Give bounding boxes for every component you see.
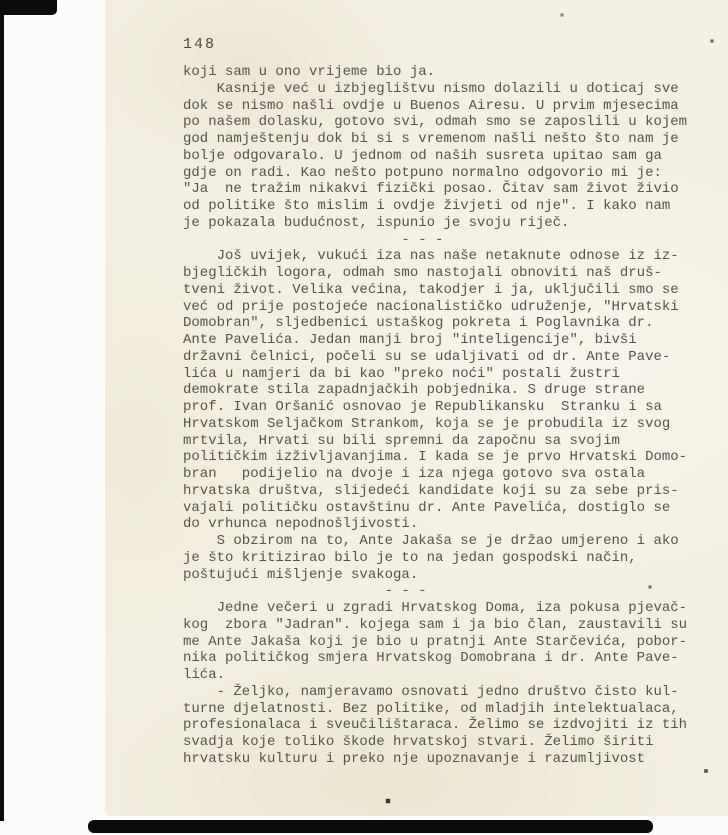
text-line: Domobran", sljedbenici ustaškog pokreta i Poglavnika dr. xyxy=(183,315,654,332)
text-line: od politike što mislim i ovdje živjeti od nje". I kako nam xyxy=(183,198,671,214)
text-line: već od prije postojeće nacionalističko udruženje, "Hrvatski xyxy=(183,298,679,315)
text-line: god namještenju dok bi si s vremenom našli nešto što nam je xyxy=(183,131,679,147)
text-line: političkim izživljavanjima. I kada se je prvo Hrvatski Domo- xyxy=(183,449,688,466)
text-line: bran podijelio na dvoje i iza njega gotovo sva ostala xyxy=(183,466,646,482)
text-line: Ante Pavelića. Jedan manji broj "inteligencije", bivši xyxy=(183,332,637,348)
scan-artifact-left-edge xyxy=(0,0,4,821)
text-line: mrtvila, Hrvati su bili spremni da započnu sa svojim xyxy=(183,432,620,449)
text-line: tveni život. Velika većina, takodjer i ja, uključili smo se xyxy=(183,281,679,298)
text-line: nika političkog smjera Hrvatskog Domobrana i dr. Ante Pave- xyxy=(183,650,679,667)
text-line: dok se nismo našli ovdje u Buenos Airesu. U prvim mjesecima xyxy=(183,97,679,114)
text-line: koji sam u ono vrijeme bio ja. xyxy=(183,64,436,80)
text-line: hrvatsku kulturu i preko nje upoznavanje i razumljivost xyxy=(183,750,646,767)
text-line: turne djelatnosti. Bez politike, od mladjih intelektualaca, xyxy=(183,700,679,717)
text-line: državni čelnici, počeli su se udaljivati od dr. Ante Pave- xyxy=(183,348,671,365)
text-line: "Ja ne tražim nikakvi fizički posao. Čitav sam život živio xyxy=(183,181,679,198)
text-line: svadja koje toliko škode hrvatskoj stvari. Želimo širiti xyxy=(183,734,654,750)
page-number: 148 xyxy=(183,36,217,53)
text-line: demokrate stila zapadnjačkih pobjednika. S druge strane xyxy=(183,382,646,399)
scan-artifact-corner xyxy=(0,0,57,15)
text-line: je što kritizirao bilo je to na jedan gospodski način, xyxy=(183,549,637,566)
text-line: me Ante Jakaša koji je bio u pratnji Ante Starčevića, pobor- xyxy=(183,633,688,650)
text-line: - - - xyxy=(183,231,444,248)
text-line: je pokazala budućnost, ispunio je svoju riječ. xyxy=(183,214,570,231)
text-line: lića. xyxy=(183,667,226,683)
text-line: Jedne večeri u zgradi Hrvatskog Doma, iza pokusa pjevač- xyxy=(183,600,688,616)
scan-artifact-bottom-bar xyxy=(88,820,653,833)
text-line: vajali političku ostavštinu dr. Ante Pavelića, dostiglo se xyxy=(183,499,671,516)
text-line: - - - xyxy=(183,583,427,600)
text-line: lića u namjeri da bi kao "preko noći" postali žustri xyxy=(183,365,620,382)
text-line: po našem dolasku, gotovo svi, odmah smo se zaposlili u kojem xyxy=(183,114,688,131)
body-text xyxy=(183,64,703,768)
text-line: kog zbora "Jadran". kojega sam i ja bio član, zaustavili su xyxy=(183,616,688,633)
text-line: Hrvatskom Seljačkom Strankom, koja se je probudila iz svog xyxy=(183,415,671,432)
text-line: profesionalaca i sveučilištaraca. Želimo se izdvojiti iz tih xyxy=(183,717,688,734)
text-line: - Željko, namjeravamo osnovati jedno društvo čisto kul- xyxy=(183,683,679,700)
text-line: hrvatska društva, slijedeći kandidate koji su za sebe pris- xyxy=(183,482,679,499)
text-line: Još uvijek, vukući iza nas naše netaknute odnose iz iz- xyxy=(183,248,679,265)
text-line: Kasnije već u izbjeglištvu nismo dolazili u doticaj sve xyxy=(183,80,679,97)
text-line: gdje on radi. Kao nešto potpuno normalno odgovorio mi je: xyxy=(183,164,662,181)
text-line: S obzirom na to, Ante Jakaša se je držao umjereno i ako xyxy=(183,533,679,549)
text-line: do vrhunca nepodnošljivosti. xyxy=(183,516,419,533)
text-line: prof. Ivan Oršanić osnovao je Republikansku Stranku i sa xyxy=(183,399,662,415)
text-line: bjegličkih logora, odmah smo nastojali obnoviti naš druš- xyxy=(183,265,662,281)
text-line: poštujući mišljenje svakoga. xyxy=(183,566,419,583)
text-line: bolje odgovaralo. U jednom od naših susreta upitao sam ga xyxy=(183,147,662,164)
